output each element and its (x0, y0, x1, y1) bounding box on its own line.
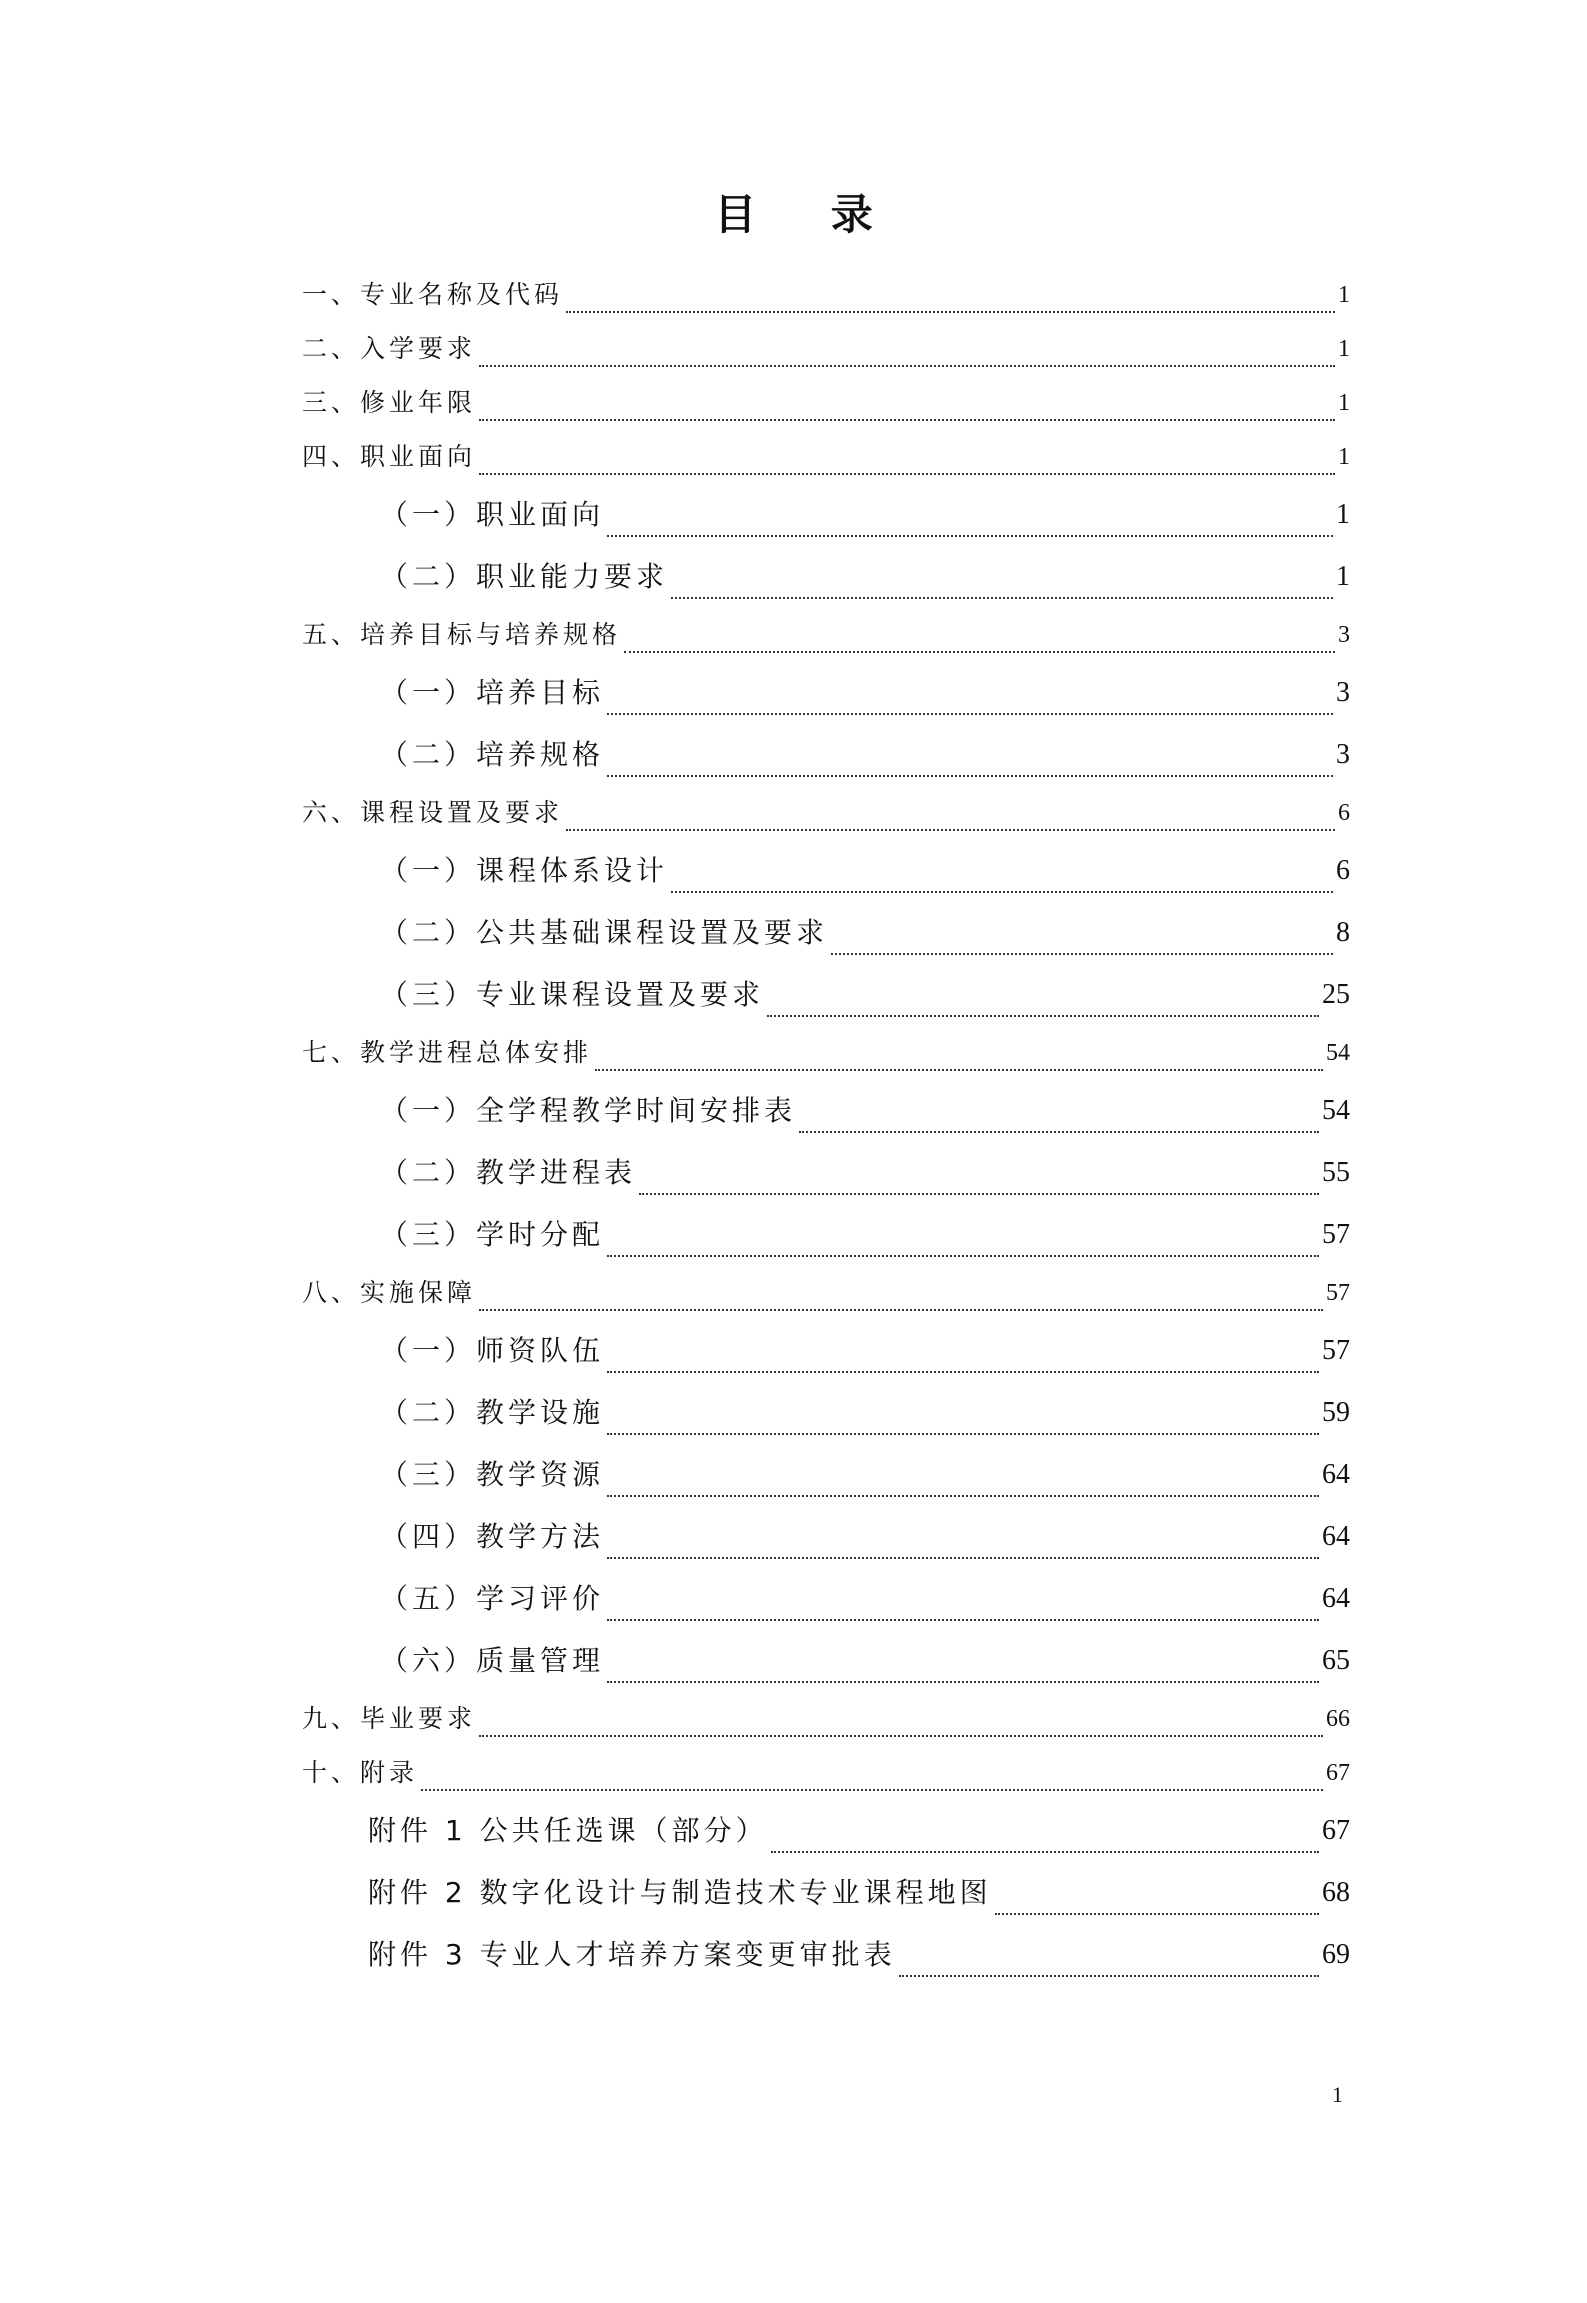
toc-entry-label: 附件 2 数字化设计与制造技术专业课程地图 (368, 1876, 992, 1909)
dot-leader (831, 953, 1333, 955)
toc-entry[interactable] (302, 902, 1350, 964)
toc-entry-label: 十、附录 (302, 1758, 419, 1787)
dot-leader (607, 713, 1333, 715)
toc-entry[interactable] (302, 1444, 1350, 1506)
toc-entry-label: 三、修业年限 (302, 388, 477, 417)
dot-leader (479, 419, 1335, 421)
toc-entry[interactable] (302, 1382, 1350, 1444)
dot-leader (421, 1789, 1323, 1791)
toc-entry-page: 1 (1338, 282, 1350, 308)
dot-leader (771, 1851, 1319, 1853)
toc-entry[interactable] (302, 840, 1350, 902)
toc-entry-label: （二）教学设施 (380, 1396, 605, 1429)
toc-entry[interactable] (302, 1630, 1350, 1692)
toc-entry-label: （五）学习评价 (380, 1582, 605, 1615)
toc-entry-label: （一）职业面向 (380, 498, 605, 531)
page-number: 1 (1332, 2082, 1343, 2107)
toc-entry-page: 3 (1336, 677, 1350, 708)
dot-leader (607, 1371, 1319, 1373)
toc-entry[interactable] (302, 1266, 1350, 1320)
toc-entry[interactable] (302, 964, 1350, 1026)
toc-entry[interactable] (302, 430, 1350, 484)
dot-leader (899, 1975, 1319, 1977)
toc-entry-label: （三）学时分配 (380, 1218, 605, 1251)
toc-entry-page: 65 (1322, 1645, 1350, 1676)
dot-leader (607, 1433, 1319, 1435)
toc-entry[interactable] (302, 1924, 1350, 1986)
dot-leader (799, 1131, 1319, 1133)
toc-entry[interactable] (302, 1692, 1350, 1746)
dot-leader (995, 1913, 1319, 1915)
dot-leader (607, 535, 1333, 537)
toc-entry[interactable] (302, 1800, 1350, 1862)
toc-entry-page: 54 (1326, 1040, 1350, 1066)
toc-entry-page: 68 (1322, 1877, 1350, 1908)
toc-entry[interactable] (302, 546, 1350, 608)
toc-entry[interactable] (302, 786, 1350, 840)
toc-entry-label: 四、职业面向 (302, 442, 477, 471)
dot-leader (479, 365, 1335, 367)
toc-entry[interactable] (302, 724, 1350, 786)
toc-entry-page: 64 (1322, 1583, 1350, 1614)
toc-entry[interactable] (302, 322, 1350, 376)
toc-entry-label: （六）质量管理 (380, 1644, 605, 1677)
toc-entry-label: 一、专业名称及代码 (302, 280, 564, 309)
toc-entry[interactable] (302, 1080, 1350, 1142)
toc-entry-label: 七、教学进程总体安排 (302, 1038, 593, 1067)
toc-entry-label: （二）培养规格 (380, 738, 605, 771)
toc-entry[interactable] (302, 1026, 1350, 1080)
dot-leader (607, 1255, 1319, 1257)
toc-entry-page: 6 (1338, 800, 1350, 826)
toc-entry-page: 67 (1326, 1760, 1350, 1786)
toc-entry-page: 1 (1338, 336, 1350, 362)
dot-leader (479, 1309, 1323, 1311)
toc-entry-page: 57 (1326, 1280, 1350, 1306)
dot-leader (607, 1557, 1319, 1559)
toc-entry-label: 二、入学要求 (302, 334, 477, 363)
toc-entry-page: 1 (1336, 561, 1350, 592)
dot-leader (566, 311, 1335, 313)
toc-entry-page: 57 (1322, 1335, 1350, 1366)
toc-entry-label: 六、课程设置及要求 (302, 798, 564, 827)
toc-entry[interactable] (302, 1320, 1350, 1382)
toc-entry-page: 69 (1322, 1939, 1350, 1970)
toc-entry-page: 64 (1322, 1459, 1350, 1490)
toc-entry-page: 1 (1336, 499, 1350, 530)
toc-entry-page: 3 (1338, 622, 1350, 648)
toc-entry-page: 54 (1322, 1095, 1350, 1126)
toc-entry[interactable] (302, 1506, 1350, 1568)
toc-entry-page: 3 (1336, 739, 1350, 770)
table-of-contents (302, 268, 1350, 1986)
toc-entry-label: （二）职业能力要求 (380, 560, 669, 593)
toc-entry-label: （三）教学资源 (380, 1458, 605, 1491)
toc-entry-page: 59 (1322, 1397, 1350, 1428)
toc-entry[interactable] (302, 484, 1350, 546)
toc-entry-label: （二）教学进程表 (380, 1156, 637, 1189)
dot-leader (671, 891, 1333, 893)
toc-entry-label: 五、培养目标与培养规格 (302, 620, 622, 649)
dot-leader (566, 829, 1335, 831)
toc-entry-label: （一）培养目标 (380, 676, 605, 709)
dot-leader (639, 1193, 1319, 1195)
toc-entry-label: （二）公共基础课程设置及要求 (380, 916, 829, 949)
toc-entry-label: （一）师资队伍 (380, 1334, 605, 1367)
toc-entry-page: 6 (1336, 855, 1350, 886)
dot-leader (595, 1069, 1323, 1071)
dot-leader (479, 473, 1335, 475)
toc-entry-label: （四）教学方法 (380, 1520, 605, 1553)
dot-leader (671, 597, 1333, 599)
toc-entry-page: 25 (1322, 979, 1350, 1010)
toc-entry[interactable] (302, 268, 1350, 322)
dot-leader (607, 775, 1333, 777)
toc-entry-page: 67 (1322, 1815, 1350, 1846)
toc-entry[interactable] (302, 1568, 1350, 1630)
dot-leader (767, 1015, 1319, 1017)
toc-entry-label: 附件 3 专业人才培养方案变更审批表 (368, 1938, 896, 1971)
toc-entry-page: 66 (1326, 1706, 1350, 1732)
toc-entry[interactable] (302, 1204, 1350, 1266)
toc-entry[interactable] (302, 376, 1350, 430)
toc-entry-page: 64 (1322, 1521, 1350, 1552)
toc-entry-label: （三）专业课程设置及要求 (380, 978, 765, 1011)
toc-entry-page: 57 (1322, 1219, 1350, 1250)
toc-entry[interactable] (302, 1142, 1350, 1204)
dot-leader (607, 1495, 1319, 1497)
dot-leader (607, 1619, 1319, 1621)
toc-entry-page: 55 (1322, 1157, 1350, 1188)
toc-entry[interactable] (302, 662, 1350, 724)
toc-entry[interactable] (302, 1746, 1350, 1800)
dot-leader (607, 1681, 1319, 1683)
toc-entry[interactable] (302, 608, 1350, 662)
dot-leader (624, 651, 1335, 653)
toc-entry-label: （一）课程体系设计 (380, 854, 669, 887)
toc-entry-page: 1 (1338, 444, 1350, 470)
toc-entry-label: 八、实施保障 (302, 1278, 477, 1307)
toc-entry-label: （一）全学程教学时间安排表 (380, 1094, 797, 1127)
toc-entry-label: 九、毕业要求 (302, 1704, 477, 1733)
toc-entry-page: 8 (1336, 917, 1350, 948)
toc-entry[interactable] (302, 1862, 1350, 1924)
toc-entry-page: 1 (1338, 390, 1350, 416)
toc-title: 目 录 (714, 190, 903, 239)
dot-leader (479, 1735, 1323, 1737)
toc-entry-label: 附件 1 公共任选课（部分） (368, 1814, 768, 1847)
